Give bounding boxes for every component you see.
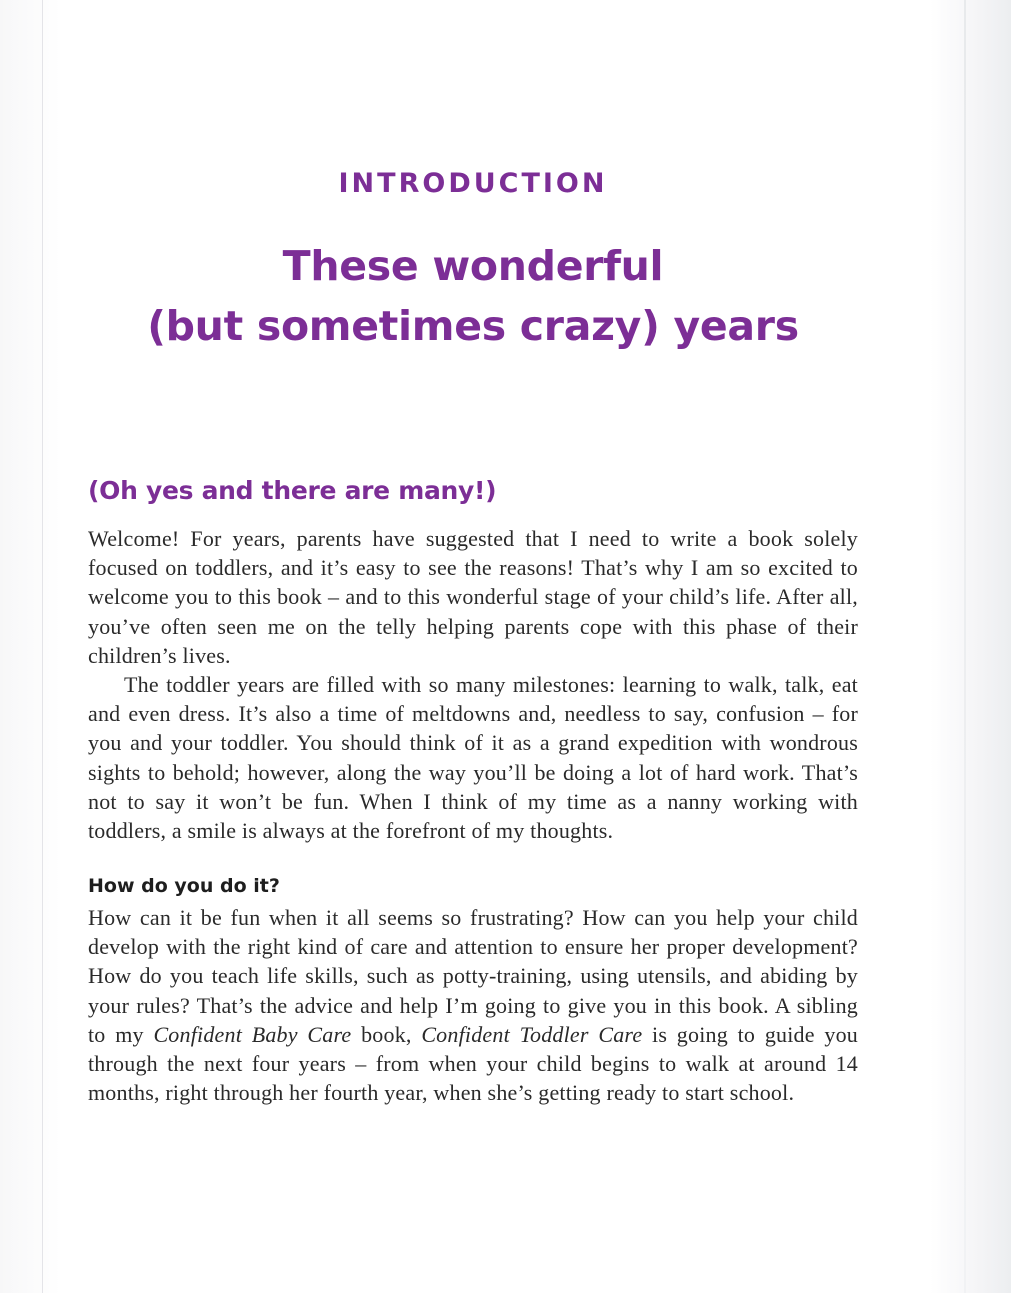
subsection-heading: How do you do it? [88, 875, 280, 897]
page-edge-right [964, 0, 966, 1293]
subsection-paragraph-part-3: is going to guide you through the next four years – from when your child begins to walk at around 14 months, right through her fourth year, when she’s getting ready to start school. [88, 1021, 858, 1106]
chapter-title-line-1: These wonderful [282, 242, 664, 290]
subsection-paragraph [88, 903, 858, 1107]
chapter-title [0, 236, 946, 356]
section-heading: (Oh yes and there are many!) [88, 476, 497, 505]
subsection-paragraph-part-2: book, [351, 1021, 422, 1047]
chapter-label: INTRODUCTION [338, 168, 608, 199]
book-title-confident-toddler-care: Confident Toddler Care [421, 1021, 643, 1047]
intro-paragraph-1: Welcome! For years, parents have suggested that I need to write a book solely focused on toddlers, and it’s easy to see the reasons! That’s why I am so excited to welcome you to this book – and to this wonderful stage of your child’s life. After all, you’ve often seen me on the telly helping parents cope with this phase of their children’s lives. [88, 526, 858, 668]
chapter-title-line-2: (but sometimes crazy) years [147, 302, 799, 350]
subsection-paragraph-part-1: How can it be fun when it all seems so frustrating? How can you help your child develop with the right kind of care and attention to ensure her proper development? How do you teach life skills, such as potty-training, using utensils, and abiding by your rules? That’s the advice and help I’m going to give you in this book. A sibling to my [88, 905, 858, 1047]
intro-paragraph-2: The toddler years are filled with so many milestones: learning to walk, talk, eat and even dress. It’s also a time of meltdowns and, needless to say, confusion – for you and your toddler. You should think of it as a grand expedition with wondrous sights to behold; however, along the way you’ll be doing a lot of hard work. That’s not to say it won’t be fun. When I think of my time as a nanny working with toddlers, a smile is always at the forefront of my thoughts. [88, 672, 858, 844]
book-title-confident-baby-care: Confident Baby Care [153, 1021, 352, 1047]
